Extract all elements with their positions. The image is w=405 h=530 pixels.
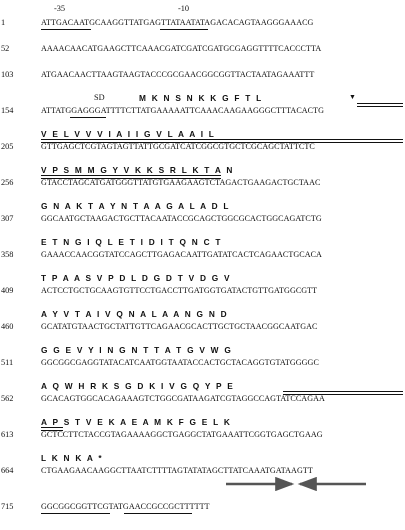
nucleotide-sequence: GGCGGCGAGGTATACATCAATGGTAATACCACTGCTACAGGTGTATGGGGC [41, 358, 319, 367]
amino-acid-sequence: V E L V V V I A I I G V L A A I L [41, 129, 215, 139]
nucleotide-sequence: GCTCCTTCTACCGTAGAAAAGGCTGAGGCTATGAAATTCGGTGAGCTGAAG [41, 430, 323, 439]
amino-acid-sequence: V P S M M G Y V K K S R L K T A N [41, 165, 233, 175]
line-number: 511 [1, 358, 14, 367]
nucleotide-sequence: ATTATGGAGGGATTTTCTTATGAAAAATTCAAACAAGAAGGGCTTTACACTG [41, 106, 325, 115]
nucleotide-sequence: GGCAATGCTAAGACTGCTTACAATACCGCAGCTGGCGCACTGGCAGATCTG [41, 214, 322, 223]
line-number: 307 [1, 214, 14, 223]
line-number: 664 [1, 466, 14, 475]
amino-acid-sequence: T P A A S V P D L D G D T V D G V [41, 273, 230, 283]
nucleotide-sequence: GTTGAGCTCGTAGTAGTTATTGCGATCATCGGCGTGCTCGCAGCTATTCTC [41, 142, 315, 151]
amino-acid-sequence: A Y V T A I V Q N A L A A N G N D [41, 309, 228, 319]
amino-acid-sequence: A Q W H R K S G D K I V G Q Y P E [41, 381, 234, 391]
sd-label: SD [94, 93, 105, 102]
nucleotide-sequence: GCATATGTAACTGCTATTGTTCAGAACGCACTTGCTGCTAACGGCAATGAC [41, 322, 318, 331]
amino-acid-sequence: A P S T V E K A E A M K F G E L K [41, 417, 231, 427]
terminator-underline [41, 513, 110, 514]
nucleotide-sequence: GTACCTAGCATGATGGGTTATGTGAAGAAGTCTAGACTGAAGACTGCTAAC [41, 178, 321, 187]
amino-acid-sequence: G N A K T A Y N T A A G A L A D L [41, 201, 229, 211]
amino-acid-sequence: M K N S N K K G F T L [139, 93, 262, 103]
minus10-label: -10 [178, 4, 190, 13]
line-number: 562 [1, 394, 14, 403]
line-number: 1 [1, 18, 6, 27]
line-number: 613 [1, 430, 14, 439]
nucleotide-sequence: ATTGACAATGCAAGGTTATGAGTTATAATATAGACACAGTAAGGGAAACG [41, 18, 314, 27]
line-number: 103 [1, 70, 14, 79]
amino-acid-sequence: G G E V Y I N G N T T A T G V W G [41, 345, 232, 355]
amino-acid-sequence: L K N K A * [41, 453, 102, 463]
nucleotide-sequence: GGCGGCGGTTCGTATGAACCGCCGCTTTTTT [41, 502, 210, 511]
line-number: 715 [1, 502, 14, 511]
line-number: 358 [1, 250, 14, 259]
nucleotide-sequence: CTGAAGAACAAGGCTTAATCTTTTAGTATATAGCTTATCAAATGATAAGTT [41, 466, 313, 475]
line-number: 460 [1, 322, 14, 331]
nucleotide-sequence: ATGAACAACTTAAGTAAGTACCCGCGAACGGCGGTTACTAATAGAAATTT [41, 70, 315, 79]
nucleotide-sequence: GAAACCAACGGTATCCAGCTTGAGACAATTGATATCACTCAGAACTGCACA [41, 250, 322, 259]
terminator-underline [124, 513, 192, 514]
line-number: 256 [1, 178, 14, 187]
amino-acid-sequence: E T N G I Q L E T I D I T Q N C T [41, 237, 221, 247]
line-number: 52 [1, 44, 10, 53]
signal-cleavage-marker: ▼ [349, 93, 356, 101]
minus35-label: -35 [54, 4, 66, 13]
nucleotide-sequence: GCACAGTGGCACAGAAAGTCTGGCGATAAGATCGTAGGCCAGTATCCAGAA [41, 394, 325, 403]
nucleotide-sequence: ACTCCTGCTGCAAGTGTTCCTGACCTTGATGGTGATACTGTTGATGGCGTT [41, 286, 318, 295]
nucleotide-sequence: AAAACAACATGAAGCTTCAAACGATCGATCGATGCGAGGTTTTCACCCTTA [41, 44, 322, 53]
line-number: 205 [1, 142, 14, 151]
line-number: 409 [1, 286, 14, 295]
line-number: 154 [1, 106, 14, 115]
